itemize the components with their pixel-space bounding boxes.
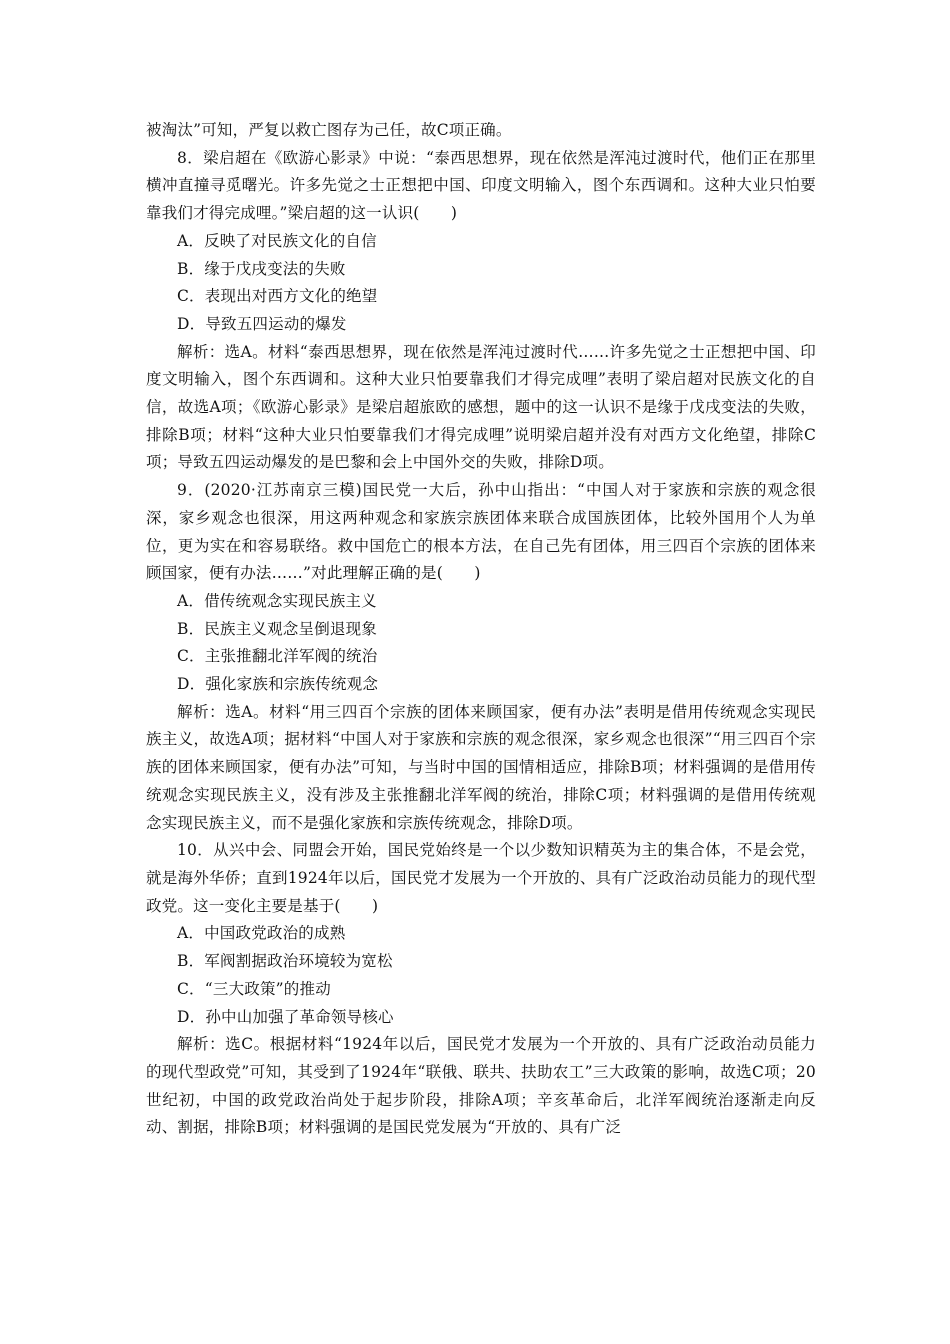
question-10-option-c: C．“三大政策”的推动	[177, 979, 331, 998]
question-8-stem: 8．梁启超在《欧游心影录》中说：“泰西思想界，现在依然是浑沌过渡时代，他们正在那里横冲直撞寻觅曙光。许多先觉之士正想把中国、印度文明输入，图个东西调和。这种大业只怕要靠我们才得完成哩。”梁启超的这一认识( )	[146, 148, 816, 223]
question-8-option-d: D．导致五四运动的爆发	[177, 314, 347, 333]
question-9-option-a: A．借传统观念实现民族主义	[177, 591, 377, 610]
question-9-option-d: D．强化家族和宗族传统观念	[177, 675, 379, 694]
question-9-option-c: C．主张推翻北洋军阀的统治	[177, 647, 378, 666]
document-page	[146, 117, 816, 1142]
question-8-option-b: B．缘于戊戌变法的失败	[177, 259, 346, 278]
question-10-option-a: A．中国政党政治的成熟	[177, 924, 346, 943]
question-10-analysis: 解析：选C。根据材料“1924年以后，国民党才发展为一个开放的、具有广泛政治动员能力的现代型政党”可知，其受到了1924年“联俄、联共、扶助农工”三大政策的影响，故选C项；20世纪初，中国的政党政治尚处于起步阶段，排除A项；辛亥革命后，北洋军阀统治逐渐走向反动、割据，排除B项；材料强调的是国民党发展为“开放的、具有广泛	[146, 1035, 816, 1137]
question-9-analysis: 解析：选A。材料“用三四百个宗族的团体来顾国家，便有办法”表明是借用传统观念实现民族主义，故选A项；据材料“中国人对于家族和宗族的观念很深，家乡观念也很深”“用三四百个宗族的团体来顾国家，便有办法”可知，与当时中国的国情相适应，排除B项；材料强调的是借用传统观念实现民族主义，没有涉及主张推翻北洋军阀的统治，排除C项；材料强调的是借用传统观念实现民族主义，而不是强化家族和宗族传统观念，排除D项。	[146, 702, 816, 832]
question-9-option-b: B．民族主义观念呈倒退现象	[177, 619, 377, 638]
paragraph-continuation: 被淘汰”可知，严复以救亡图存为己任，故C项正确。	[146, 121, 512, 139]
question-9-stem: 9．(2020·江苏南京三模)国民党一大后，孙中山指出：“中国人对于家族和宗族的观念很深，家乡观念也很深，用这两种观念和家族宗族团体来联合成国族团体，比较外国用个人为单位，更为实在和容易联络。救中国危亡的根本方法，在自己先有团体，用三四百个宗族的团体来顾国家，便有办法……”对此理解正确的是( )	[146, 481, 816, 583]
question-10-option-d: D．孙中山加强了革命领导核心	[177, 1007, 394, 1026]
question-10-stem: 10．从兴中会、同盟会开始，国民党始终是一个以少数知识精英为主的集合体，不是会党，就是海外华侨；直到1924年以后，国民党才发展为一个开放的、具有广泛政治动员能力的现代型政党。这一变化主要是基于( )	[146, 841, 816, 915]
question-8-analysis: 解析：选A。材料“泰西思想界，现在依然是浑沌过渡时代……许多先觉之士正想把中国、印度文明输入，图个东西调和。这种大业只怕要靠我们才得完成哩”表明了梁启超对民族文化的自信，故选A项；《欧游心影录》是梁启超旅欧的感想，题中的这一认识不是缘于戊戌变法的失败，排除B项；材料“这种大业只怕要靠我们才得完成哩”说明梁启超并没有对西方文化绝望，排除C项；导致五四运动爆发的是巴黎和会上中国外交的失败，排除D项。	[146, 342, 816, 472]
question-8-option-c: C．表现出对西方文化的绝望	[177, 287, 378, 306]
question-10-option-b: B．军阀割据政治环境较为宽松	[177, 952, 393, 971]
question-8-option-a: A．反映了对民族文化的自信	[177, 231, 377, 250]
